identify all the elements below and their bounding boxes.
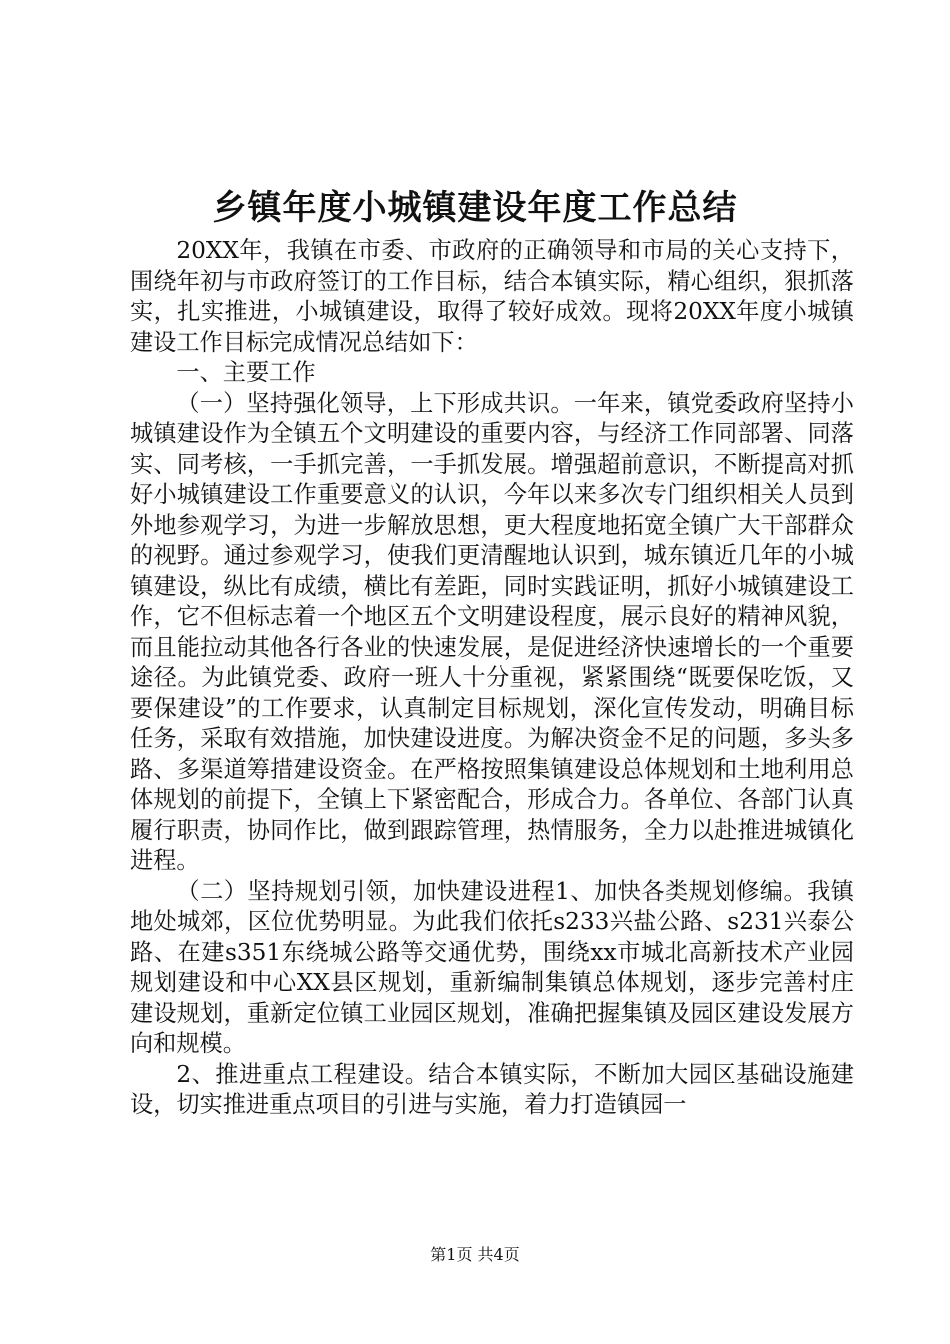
- document-title: 乡镇年度小城镇建设年度工作总结: [212, 188, 738, 228]
- page-number-footer: 第1页 共4页: [430, 1245, 520, 1264]
- paragraph-leadership: （一）坚持强化领导，上下形成共识。一年来，镇党委政府坚持小城镇建设作为全镇五个文明建设的重要内容，与经济工作同部署、同落实、同考核，一手抓完善，一手抓发展。增强超前意识，不断提高对抓好小城镇建设工作重要意义的认识，今年以来多次专门组织相关人员到外地参观学习，为进一步解放思想，更大程度地拓宽全镇广大干部群众的视野。通过参观学习，使我们更清醒地认识到，城东镇近几年的小城镇建设，纵比有成绩，横比有差距，同时实践证明，抓好小城镇建设工作，它不但标志着一个地区五个文明建设程度，展示良好的精神风貌，而且能拉动其他各行各业的快速发展，是促进经济快速增长的一个重要途径。为此镇党委、政府一班人十分重视，紧紧围绕“既要保吃饭，又要保建设”的工作要求，认真制定目标规划，深化宣传发动，明确目标任务，采取有效措施，加快建设进度。为解决资金不足的问题，多头多路、多渠道筹措建设资金。在严格按照集镇建设总体规划和土地利用总体规划的前提下，全镇上下紧密配合，形成合力。各单位、各部门认真履行职责，协同作比，做到跟踪管理，热情服务，全力以赴推进城镇化进程。: [130, 389, 854, 874]
- section-heading-main-work: 一、主要工作: [176, 359, 316, 386]
- paragraph-key-projects: 2、推进重点工程建设。结合本镇实际，不断加大园区基础设施建设，切实推进重点项目的引进与实施，着力打造镇园一: [130, 1060, 854, 1118]
- intro-paragraph: 20XX年，我镇在市委、市政府的正确领导和市局的关心支持下，围绕年初与市政府签订的工作目标，结合本镇实际，精心组织，狠抓落实，扎实推进，小城镇建设，取得了较好成效。现将20XX年度小城镇建设工作目标完成情况总结如下：: [130, 237, 854, 356]
- paragraph-planning: （二）坚持规划引领，加快建设进程1、加快各类规划修编。我镇地处城郊，区位优势明显。为此我们依托s233兴盐公路、s231兴泰公路、在建s351东绕城公路等交通优势，围绕xx市城北高新技术产业园规划建设和中心XX县区规划，重新编制集镇总体规划，逐步完善村庄建设规划，重新定位镇工业园区规划，准确把握集镇及园区建设发展方向和规模。: [130, 877, 854, 1057]
- document-body: [130, 236, 854, 1121]
